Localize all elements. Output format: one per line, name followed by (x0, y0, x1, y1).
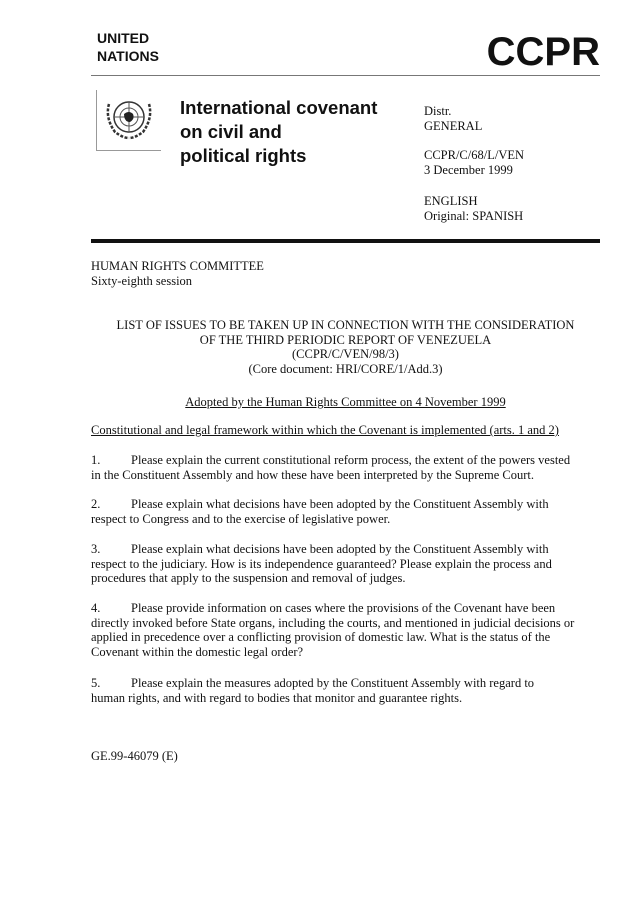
footer-job-number: GE.99-46079 (E) (91, 749, 178, 763)
distribution-block (424, 104, 482, 134)
paragraph-line: human rights, and with regard to bodies that monitor and guarantee rights. (91, 690, 463, 705)
section-title (91, 423, 559, 438)
language-block (424, 194, 523, 224)
distr-label: Distr. (424, 104, 452, 118)
paragraph-2 (91, 497, 611, 526)
header-thick-divider (91, 239, 600, 243)
paragraph-line: Please explain what decisions have been adopted by the Constituent Assembly with (131, 497, 549, 511)
heading-line: OF THE THIRD PERIODIC REPORT OF VENEZUELA (199, 332, 492, 347)
org-line: NATIONS (97, 48, 159, 64)
adoption-note (91, 395, 600, 410)
paragraph-number: 5. (91, 676, 101, 690)
paragraph-line: Please provide information on cases where the provisions of the Covenant have been (131, 601, 556, 615)
paragraph-line: procedures that apply to the suspension and removal of judges. (91, 571, 406, 585)
title-line: International covenant (180, 97, 378, 118)
heading-line: (CCPR/C/VEN/98/3) (292, 347, 399, 361)
document-date: 3 December 1999 (424, 163, 513, 177)
paragraph-line: Please explain what decisions have been adopted by the Constituent Assembly with (131, 542, 549, 556)
original-language: Original: SPANISH (424, 209, 524, 223)
paragraph-line: in the Constituent Assembly and how these have been interpreted by the Supreme Court. (91, 467, 534, 482)
committee-name: HUMAN RIGHTS COMMITTEE (91, 259, 264, 273)
paragraph-4 (91, 601, 611, 659)
paragraph-number: 2. (91, 497, 101, 511)
heading-line: (Core document: HRI/CORE/1/Add.3) (248, 361, 443, 376)
heading-line: LIST OF ISSUES TO BE TAKEN UP IN CONNECTION WITH THE CONSIDERATION (116, 318, 575, 332)
header-divider (91, 75, 600, 76)
organization-name (97, 29, 159, 65)
paragraph-line: Please explain the measures adopted by the Constituent Assembly with regard to (131, 676, 535, 690)
paragraph-5 (91, 676, 611, 705)
paragraph-line: Covenant within the domestic legal order? (91, 644, 304, 659)
language: ENGLISH (424, 194, 478, 208)
title-line: on civil and (180, 121, 282, 142)
symbol-date-block (424, 148, 524, 178)
paragraph-1 (91, 453, 611, 482)
document-series-symbol: CCPR (486, 30, 600, 74)
paragraph-number: 4. (91, 601, 101, 615)
title-line: political rights (180, 145, 307, 166)
list-heading (91, 318, 600, 376)
session-name: Sixty-eighth session (91, 273, 193, 288)
paragraph-number: 1. (91, 453, 101, 467)
org-line: UNITED (97, 30, 150, 46)
committee-block (91, 259, 264, 288)
paragraph-line: Please explain the current constitutional reform process, the extent of the powers vested (131, 453, 571, 467)
paragraph-line: respect to Congress and to the exercise of legislative power. (91, 511, 391, 526)
paragraph-line: applied in precedence over a conflicting provision of domestic law. What is the status of the (91, 630, 551, 644)
document-symbol: CCPR/C/68/L/VEN (424, 148, 525, 162)
un-emblem-logo (96, 90, 161, 151)
section-title-text: Constitutional and legal framework within which the Covenant is implemented (arts. 1 and 2) (91, 423, 559, 437)
paragraph-line: directly invoked before State organs, including the courts, and mentioned in judicial decisions or (91, 615, 575, 630)
adoption-text: Adopted by the Human Rights Committee on 4 November 1999 (185, 395, 506, 409)
paragraph-3 (91, 542, 611, 586)
distribution-value: GENERAL (424, 119, 483, 133)
document-title (180, 96, 377, 168)
paragraph-line: respect to the judiciary. How is its independence guaranteed? Please explain the process and (91, 556, 552, 571)
paragraph-number: 3. (91, 542, 101, 556)
